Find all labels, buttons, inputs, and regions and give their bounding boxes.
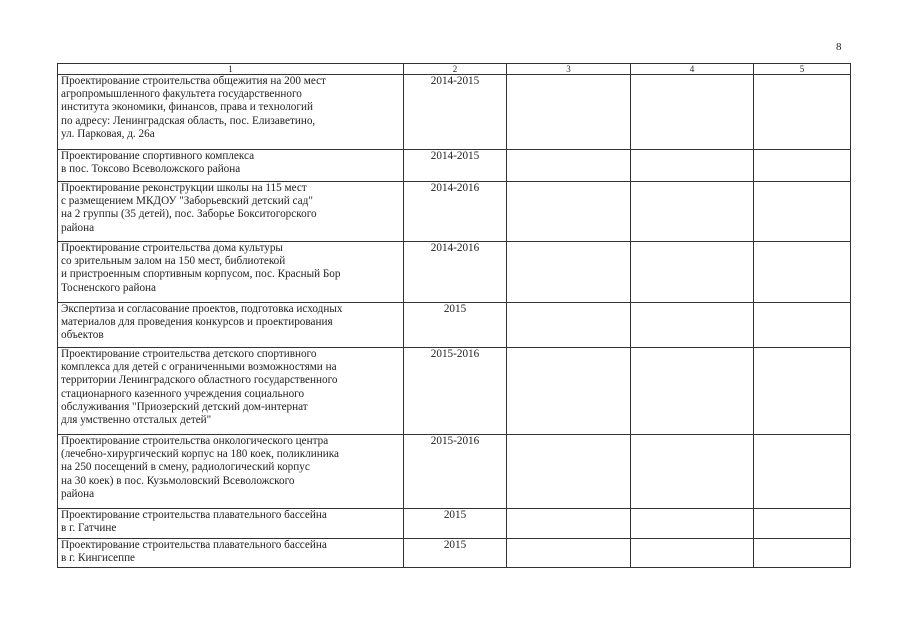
project-name-cell: Проектирование реконструкции школы на 115 мест с размещением МКДОУ "Заборьевский детский сад" на 2 группы (35 детей), пос. Заборье Бокситогорского района bbox=[58, 182, 404, 242]
empty-cell bbox=[754, 182, 851, 242]
period-cell: 2015 bbox=[404, 303, 507, 348]
program-table bbox=[57, 63, 851, 568]
period-cell: 2015 bbox=[404, 509, 507, 539]
period-cell: 2015-2016 bbox=[404, 435, 507, 509]
table-row bbox=[58, 509, 851, 539]
empty-cell bbox=[754, 435, 851, 509]
empty-cell bbox=[631, 182, 754, 242]
page-number: 8 bbox=[836, 41, 842, 53]
column-header: 4 bbox=[631, 64, 754, 75]
empty-cell bbox=[754, 303, 851, 348]
empty-cell bbox=[631, 435, 754, 509]
project-name-cell: Проектирование строительства плавательного бассейна в г. Кингисеппе bbox=[58, 539, 404, 568]
period-cell: 2014-2015 bbox=[404, 75, 507, 150]
period-cell: 2014-2016 bbox=[404, 242, 507, 303]
empty-cell bbox=[507, 242, 631, 303]
project-name-cell: Проектирование строительства дома культуры со зрительным залом на 150 мест, библиотекой и пристроенным спортивным корпусом, пос. Красный Бор Тосненского района bbox=[58, 242, 404, 303]
empty-cell bbox=[754, 348, 851, 435]
empty-cell bbox=[631, 509, 754, 539]
column-header: 1 bbox=[58, 64, 404, 75]
column-header: 5 bbox=[754, 64, 851, 75]
empty-cell bbox=[754, 509, 851, 539]
project-name-cell: Проектирование строительства плавательного бассейна в г. Гатчине bbox=[58, 509, 404, 539]
period-cell: 2014-2016 bbox=[404, 182, 507, 242]
table-row bbox=[58, 242, 851, 303]
empty-cell bbox=[754, 242, 851, 303]
empty-cell bbox=[507, 75, 631, 150]
empty-cell bbox=[507, 348, 631, 435]
empty-cell bbox=[507, 539, 631, 568]
empty-cell bbox=[631, 348, 754, 435]
table-row bbox=[58, 182, 851, 242]
empty-cell bbox=[754, 539, 851, 568]
project-name-cell: Проектирование строительства онкологического центра (лечебно-хирургический корпус на 180 коек, поликлиника на 250 посещений в смену, радиологический корпус на 30 коек) в пос. Кузьмоловский Всеволожского района bbox=[58, 435, 404, 509]
project-name-cell: Проектирование спортивного комплекса в пос. Токсово Всеволожского района bbox=[58, 150, 404, 182]
project-name-cell: Проектирование строительства общежития на 200 мест агропромышленного факультета государственного института экономики, финансов, права и технологий по адресу: Ленинградская область, пос. Елизаветино, ул. Парковая, д. 26а bbox=[58, 75, 404, 150]
project-name-cell: Экспертиза и согласование проектов, подготовка исходных материалов для проведения конкурсов и проектирования объектов bbox=[58, 303, 404, 348]
column-number-row bbox=[58, 64, 851, 75]
empty-cell bbox=[631, 75, 754, 150]
table-row bbox=[58, 150, 851, 182]
table-row bbox=[58, 348, 851, 435]
empty-cell bbox=[631, 303, 754, 348]
period-cell: 2015 bbox=[404, 539, 507, 568]
period-cell: 2014-2015 bbox=[404, 150, 507, 182]
table-row bbox=[58, 435, 851, 509]
empty-cell bbox=[631, 150, 754, 182]
table-row bbox=[58, 539, 851, 568]
empty-cell bbox=[631, 242, 754, 303]
empty-cell bbox=[754, 75, 851, 150]
column-header: 3 bbox=[507, 64, 631, 75]
empty-cell bbox=[507, 150, 631, 182]
period-cell: 2015-2016 bbox=[404, 348, 507, 435]
empty-cell bbox=[507, 509, 631, 539]
table-row bbox=[58, 75, 851, 150]
empty-cell bbox=[507, 303, 631, 348]
project-name-cell: Проектирование строительства детского спортивного комплекса для детей с ограниченными возможностями на территории Ленинградского областного государственного стационарного казенного учреждения социального обслуживания "Приозерский детский дом-интернат для умственно отсталых детей" bbox=[58, 348, 404, 435]
empty-cell bbox=[507, 182, 631, 242]
column-header: 2 bbox=[404, 64, 507, 75]
table-row bbox=[58, 303, 851, 348]
empty-cell bbox=[754, 150, 851, 182]
empty-cell bbox=[507, 435, 631, 509]
empty-cell bbox=[631, 539, 754, 568]
